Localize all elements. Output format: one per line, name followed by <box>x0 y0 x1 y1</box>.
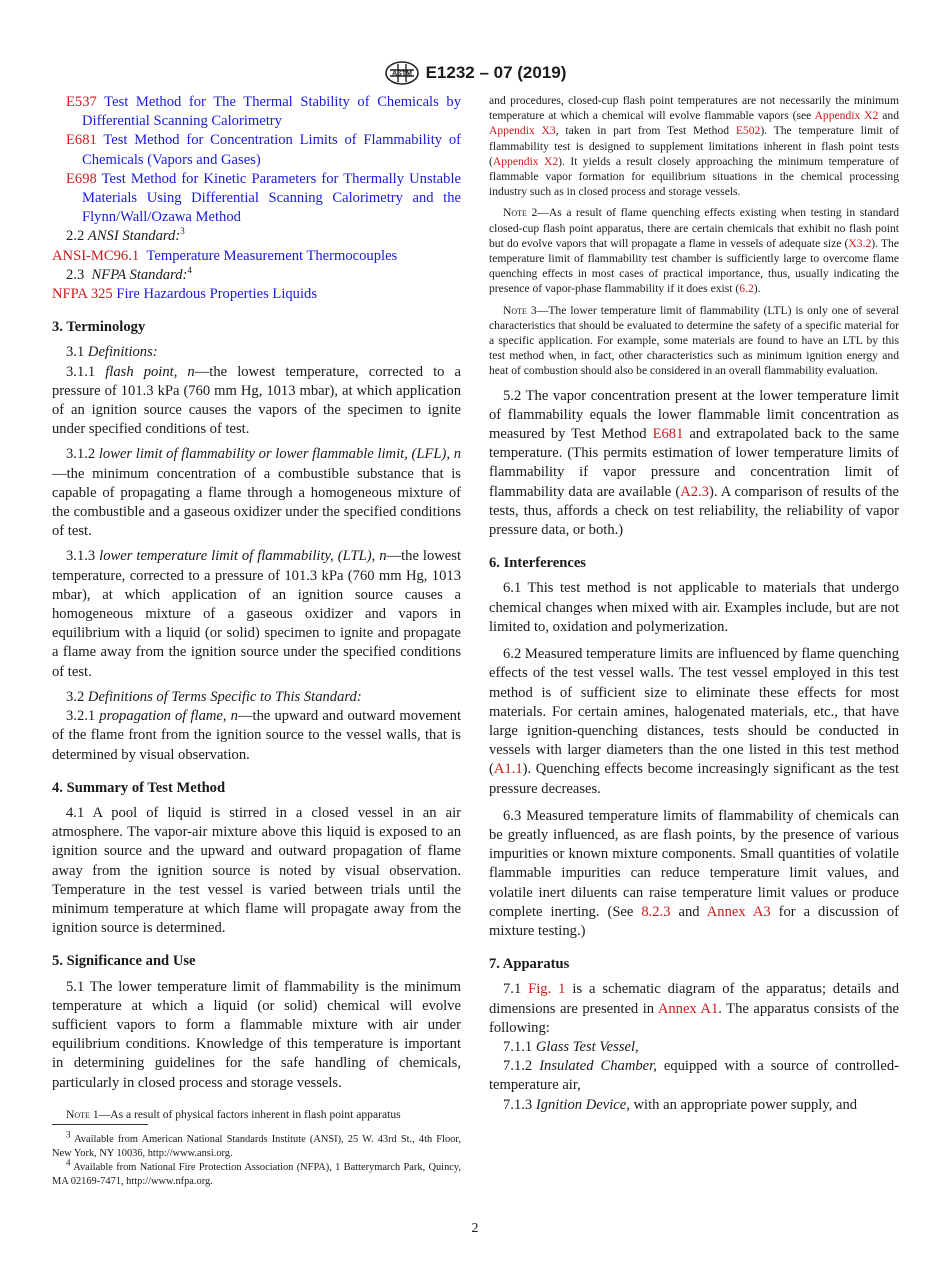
link-e681[interactable]: E681 <box>652 426 684 443</box>
para-7-1-2: 7.1.2 Insulated Chamber, equipped with a source of controlled-temperature air, <box>489 1058 900 1094</box>
ref-e537 <box>52 93 461 131</box>
ansi-heading: 2.2 ANSI Standard:$^3$ <box>66 226 185 245</box>
section-heading-significance: 5. Significance and Use <box>52 953 196 970</box>
para-7-1-1: 7.1.1 Glass Test Vessel, <box>503 1038 639 1055</box>
ref-title-link[interactable]: Test Method for The Thermal Stability of Chemicals by Differential Scanning Calorimetry <box>82 94 461 130</box>
link-a2-3[interactable]: A2.3 <box>680 483 709 500</box>
astm-logo-icon <box>384 60 420 86</box>
ref-title-link[interactable]: Test Method for Concentration Limits of Flammability of Chemicals (Vapors and Gases) <box>82 132 461 168</box>
para-3-1-3: 3.1.3 lower temperature limit of flammability, (LTL), n—the lowest temperature, corrected to a pressure of 101.3 kPa (760 mm Hg, 1013 mbar), at which application of an ignition source causes a homogeneous mixture of a gaseous oxidizer and vapors in equilibrium with a liquid (or solid) specimen to ignite and propagate a flame away from the ignition source under the specified conditions of test. <box>52 548 461 680</box>
svg-text:ASTM: ASTM <box>391 70 412 78</box>
link-x3-2[interactable]: X3.2 <box>848 236 872 250</box>
para-6-2: 6.2 Measured temperature limits are influenced by flame quenching effects of the test vessel walls. The test vessel employed in this test method is of sufficient size to eliminate these effects for most materials. For certain amines, halogenated materials, etc., that have large ignition-quenching distances, tests should be conducted in vessels with larger diameters than the one listed in this test method (A1.1). Quenching effects become increasingly significant as the test pressure decreases. <box>489 646 899 797</box>
page-number: 2 <box>471 1221 479 1236</box>
ref-title-link[interactable]: Temperature Measurement Thermocouples <box>146 247 398 264</box>
para-3-1-2: 3.1.2 lower limit of flammability or lower flammable limit, (LFL), n—the minimum concentration of a combustible substance that is capable of propagating a flame through a homogeneous mixture of the combustible and a gaseous oxidizer under the specified conditions of test. <box>52 446 461 540</box>
para-3-1-1: 3.1.1 flash point, n—the lowest temperature, corrected to a pressure of 101.3 kPa (760 mm Hg, 1013 mbar), at which application of an ignition source causes the vapors of the specimen to ignite under specified conditions of test. <box>52 363 461 438</box>
ref-code-link[interactable]: E681 <box>66 132 97 149</box>
ref-e681 <box>52 131 461 169</box>
link-fig-1[interactable]: Fig. 1 <box>528 981 566 998</box>
note-2: Note 2—As a result of flame quenching effects existing when testing in standard closed-cup flash point apparatus, there are certain chemicals that exhibit no flash point but do evolve vapors that will propagate a flame in vessels of adequate size (X3.2). The temperature limit of flammability test chamber is sufficiently large to overcome flame quenching effects in most cases of practical importance, thus, usually indicating the presence of vapor-phase flammability if it does exist (6.2). <box>489 206 899 296</box>
link-annex-a3[interactable]: Annex A3 <box>706 903 771 920</box>
ref-code-link[interactable]: E698 <box>66 170 97 187</box>
note-1-start: Note 1—As a result of physical factors inherent in flash point apparatus <box>66 1107 401 1121</box>
section-heading-apparatus: 7. Apparatus <box>489 956 570 973</box>
ref-code-link[interactable]: NFPA 325 <box>52 286 113 303</box>
section-heading-interferences: 6. Interferences <box>489 555 586 572</box>
para-7-1-3: 7.1.3 Ignition Device, with an appropriate power supply, and <box>503 1096 858 1113</box>
ref-e698 <box>52 170 461 228</box>
nfpa-heading: 2.3 NFPA Standard:$^4$ <box>66 264 192 283</box>
section-heading-summary: 4. Summary of Test Method <box>52 779 226 796</box>
para-5-2: 5.2 The vapor concentration present at the lower temperature limit of flammability equals the lower flammable limit concentration as measured by Test Method E681 and extrapolated back to the same temperature. (This permits estimation of lower temperature limits of flammability if vapor pressure and concentration limit of flammability data are available (A2.3). A comparison of results of the tests, thus, affords a check on test reliability, the reliability of vapor pressure data, or both.) <box>489 387 899 539</box>
footnote-divider <box>52 1124 148 1125</box>
footnotes <box>52 1129 461 1189</box>
para-3-2: 3.2 Definitions of Terms Specific to This Standard: <box>66 688 362 705</box>
para-6-3: 6.3 Measured temperature limits of flammability of chemicals can be greatly influenced, as are flash points, by the presence of various impurities or known mixture components. Small quantities of volatile flammable impurities can reduce temperature limit values, and volatile inert diluents can raise temperature limit values or produce complete inerting. (See 8.2.3 and Annex A3 for a discussion of mixture testing.) <box>489 807 899 939</box>
para-5-1: 5.1 The lower temperature limit of flammability is the minimum temperature at which a liquid (or solid) chemical will evolve sufficient vapors to form a flammable mixture with air under equilibrium conditions. Knowledge of this temperature is important in determining guidelines for the safe handling of chemicals, particularly in closed process and storage vessels. <box>52 978 461 1091</box>
para-7-1: 7.1 Fig. 1 is a schematic diagram of the apparatus; details and dimensions are presented in Annex A1. The apparatus consists of the following: <box>489 981 900 1036</box>
footnote-4: $^4$ Available from National Fire Protection Association (NFPA), 1 Batterymarch Park, Quincy, MA 02169-7471, http://www.nfpa.org. <box>52 1157 461 1187</box>
note-1-continued: and procedures, closed-cup flash point temperatures are not necessarily the minimum temperature at which a chemical will evolve flammable vapors (see Appendix X2 and Appendix X3, taken in part from Test Method E502). The temperature limit of flammability test is designed to supplement limitations inherent in flash point tests (Appendix X2). It yields a result closely approaching the minimum temperature of flammable vapor formation for equilibrium situations in the chemical processing industry such as in closed process and storage vessels. <box>489 94 900 199</box>
ref-code-link[interactable]: E537 <box>66 94 97 110</box>
footnote-3: $^3$ Available from American National Standards Institute (ANSI), 25 W. 43rd St., 4th Floor, New York, NY 10036, http://www.ansi.org. <box>52 1129 461 1159</box>
ref-title-link[interactable]: Fire Hazardous Properties Liquids <box>116 286 317 303</box>
section-heading-terminology: 3. Terminology <box>52 319 146 336</box>
para-6-1: 6.1 This test method is not applicable to materials that undergo chemical changes when mixed with air. Examples include, but are not limited to, oxidation and polymerization. <box>489 580 899 635</box>
link-a1-1[interactable]: A1.1 <box>493 761 523 778</box>
para-3-2-1: 3.2.1 propagation of flame, n—the upward and outward movement of the flame front from the ignition source to the vessel walls, that is determined by visual observation. <box>52 708 462 763</box>
ref-nfpa <box>52 285 461 304</box>
link-appendix-x2[interactable]: Appendix X2 <box>492 154 559 168</box>
para-3-1: 3.1 Definitions: <box>66 344 158 361</box>
ref-code-link[interactable]: ANSI-MC96.1 <box>52 247 140 264</box>
link-appendix-x2[interactable]: Appendix X2 <box>814 109 879 123</box>
right-column <box>489 93 899 1115</box>
ref-title-link[interactable]: Test Method for Kinetic Parameters for Thermally Unstable Materials Using Differential Scanning Calorimetry and the Flynn/Wall/Ozawa Method <box>82 170 461 226</box>
note-3: Note 3—The lower temperature limit of flammability (LTL) is only one of several characteristics that should be evaluated to determine the safety of a specific material for a specific application. For example, some materials are found to have an LTL by this test method when, in fact, other characteristics such as minimum ignition energy and heat of combustion should also be considered in an overall flammability evaluation. <box>489 303 899 378</box>
link-6-2[interactable]: 6.2 <box>739 282 754 296</box>
link-8-2-3[interactable]: 8.2.3 <box>641 903 671 920</box>
link-e502[interactable]: E502 <box>735 124 761 138</box>
standard-designation: E1232 – 07 (2019) <box>425 63 567 82</box>
page-header <box>0 60 950 86</box>
para-4-1: 4.1 A pool of liquid is stirred in a closed vessel in an air atmosphere. The vapor-air mixture above this liquid is exposed to an ignition source and the upward and outward propagation of flame away from the ignition source is noted by visual observation. Temperature in the test vessel is varied between trials until the minimum temperature at which flame will propagate away from the ignition source is determined. <box>52 804 461 937</box>
link-appendix-x3[interactable]: Appendix X3 <box>489 124 556 138</box>
link-annex-a1[interactable]: Annex A1 <box>657 1000 719 1017</box>
left-column <box>52 93 461 1122</box>
ref-ansi <box>52 247 461 266</box>
